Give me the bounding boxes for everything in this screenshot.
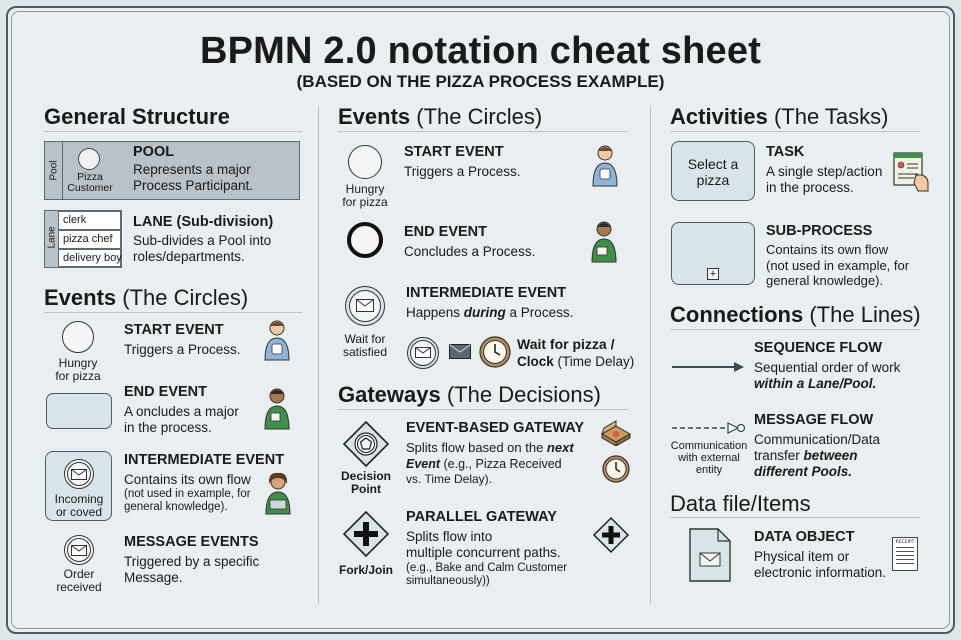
start-event-heading: START EVENT — [404, 144, 504, 160]
person-icon — [262, 470, 294, 516]
start-event-label: Hungry for pizza — [342, 182, 388, 209]
events-title-col1: Events (The Circles) — [44, 285, 249, 310]
message-events-description: Triggered by a specific Message. — [124, 554, 260, 585]
task-description: A single step/action in the process. — [766, 164, 883, 195]
start-event-label: Hungry for pizza — [55, 356, 101, 383]
sequence-flow-description: Sequential order of work within a Lane/Pool. — [754, 360, 901, 391]
plus-icon — [592, 516, 630, 554]
wait-description: Clock (Time Delay) — [517, 354, 635, 369]
lane-row: pizza chef — [58, 230, 121, 249]
message-flow-heading: MESSAGE FLOW — [754, 412, 874, 428]
pizza-box-icon — [600, 420, 632, 446]
section-rule — [338, 409, 628, 410]
lane-row: clerk — [58, 211, 121, 230]
envelope-icon — [71, 469, 87, 480]
data-object-description: Physical item or electronic information. — [754, 549, 887, 580]
lane-vertical-label: Lane — [46, 226, 58, 249]
start-event-circle-icon — [348, 145, 382, 179]
pool-vertical-label: Pool — [48, 160, 60, 181]
lane-description: Sub-divides a Pool into roles/departments. — [133, 233, 272, 264]
intermediate-event-label: Incoming or coved — [54, 492, 104, 519]
events-title-col2: Events (The Circles) — [338, 104, 543, 129]
sequence-flow-arrow-icon — [670, 360, 746, 374]
section-rule — [670, 131, 920, 132]
envelope-filled-icon — [449, 344, 471, 359]
event-based-gateway-description-1: Splits flow based on the next — [406, 440, 574, 455]
person-icon — [588, 218, 620, 264]
parallel-gateway-description: Splits flow into multiple concurrent paths. — [406, 529, 561, 560]
message-flow-label: Communication with external entity — [670, 440, 748, 476]
sequence-flow-heading: SEQUENCE FLOW — [754, 340, 883, 356]
section-rule — [338, 131, 628, 132]
intermediate-event-description: Contains its own flow — [124, 472, 251, 487]
envelope-icon — [415, 347, 431, 358]
sub-process-description: Contains its own flow (not used in example, for general knowledge). — [766, 242, 910, 288]
start-event-circle-icon — [62, 321, 94, 353]
end-event-description: Concludes a Process. — [404, 244, 536, 259]
page-title: BPMN 2.0 notation cheat sheet — [199, 30, 762, 72]
intermediate-event-heading: INTERMEDIATE EVENT — [406, 285, 567, 301]
start-event-heading: START EVENT — [124, 322, 224, 338]
start-event-description: Triggers a Process. — [124, 342, 241, 357]
envelope-icon — [356, 299, 374, 312]
end-event-description: A oncludes a major in the process. — [124, 404, 239, 435]
section-rule — [670, 329, 920, 330]
envelope-icon — [71, 545, 87, 556]
event-based-gateway-label: Decision Point — [340, 469, 391, 496]
parallel-gateway-note: (e.g., Bake and Calm Customer simultaneously)) — [406, 562, 568, 587]
section-rule — [670, 517, 920, 518]
gateways-title: Gateways (The Decisions) — [338, 382, 601, 407]
pool-circle-icon — [78, 148, 100, 170]
start-event-description: Triggers a Process. — [404, 164, 521, 179]
document-icon — [688, 527, 732, 583]
person-icon — [590, 142, 620, 188]
column-divider-2 — [650, 106, 651, 604]
parallel-gateway-icon — [342, 510, 390, 558]
message-flow-description: Communication/Data transfer between different Pools. — [754, 432, 881, 479]
message-event-label: Order received — [56, 567, 102, 594]
person-icon — [262, 385, 292, 431]
event-based-gateway-description-2: Event (e.g., Pizza Received — [406, 457, 562, 471]
end-event-box — [46, 393, 112, 429]
task-heading: TASK — [766, 144, 805, 160]
data-object-heading: DATA OBJECT — [754, 529, 855, 545]
parallel-gateway-label: Fork/Join — [338, 563, 393, 577]
lane-row: delivery boy — [58, 249, 121, 267]
wait-heading: Wait for pizza / — [517, 336, 615, 352]
pool-description: Represents a major Process Participant. — [133, 162, 254, 193]
event-based-gateway-description-3: vs. Time Delay). — [406, 472, 493, 486]
clock-icon — [602, 455, 630, 483]
message-events-heading: MESSAGE EVENTS — [124, 534, 259, 550]
intermediate-event-label: Wait for satisfied — [342, 332, 388, 359]
intermediate-event-heading: INTERMEDIATE EVENT — [124, 452, 285, 468]
activities-title: Activities (The Tasks) — [670, 104, 889, 129]
sub-process-plus-icon: + — [707, 268, 719, 280]
end-event-heading: END EVENT — [124, 384, 207, 400]
intermediate-event-note: (not used in example, for general knowledge). — [124, 488, 251, 513]
connections-title: Connections (The Lines) — [670, 302, 921, 327]
event-based-gateway-heading: EVENT-BASED GATEWAY — [406, 420, 585, 436]
column-divider-1 — [318, 106, 319, 604]
menu-hand-icon — [892, 151, 930, 193]
pool-label: Pizza Customer — [67, 171, 113, 194]
page-subtitle: (BASED ON THE PIZZA PROCESS EXAMPLE) — [296, 72, 665, 91]
section-rule — [44, 131, 302, 132]
receipt-icon: RECEIPT — [892, 537, 918, 571]
intermediate-event-description: Happens during a Process. — [406, 305, 574, 320]
clock-icon — [479, 336, 511, 368]
person-icon — [262, 318, 292, 362]
task-shape-label: Select a pizza — [687, 156, 739, 188]
parallel-gateway-heading: PARALLEL GATEWAY — [406, 509, 557, 525]
section-rule — [44, 312, 302, 313]
pool-heading: POOL — [133, 144, 175, 160]
message-flow-arrow-icon — [670, 421, 746, 435]
sub-process-heading: SUB-PROCESS — [766, 223, 873, 239]
end-event-circle-icon — [347, 222, 383, 258]
data-title: Data file/Items — [670, 491, 811, 516]
lane-heading: LANE (Sub-division) — [133, 214, 274, 230]
end-event-heading: END EVENT — [404, 224, 487, 240]
general-structure-title: General Structure — [44, 104, 230, 129]
event-based-gateway-icon — [342, 420, 390, 468]
